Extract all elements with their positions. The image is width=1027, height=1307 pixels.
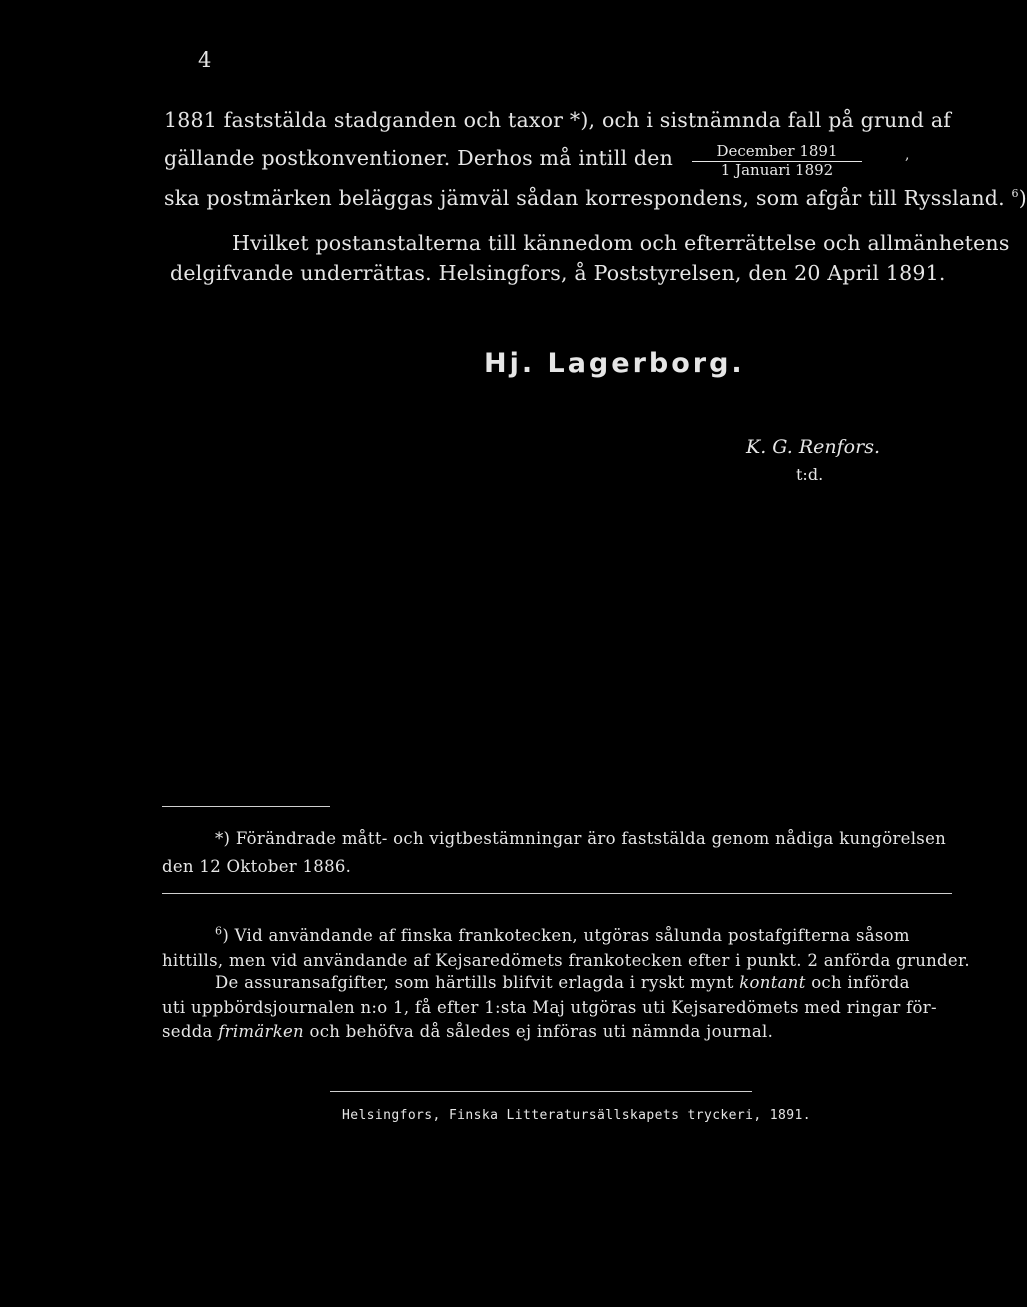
footnote-6-line-5-start: sedda — [162, 1022, 213, 1041]
footnote-separator-rule — [162, 806, 330, 807]
signature-lagerborg: Hj. Lagerborg. — [484, 348, 745, 379]
footnote-6-line-1 — [215, 926, 910, 945]
body-paragraph-2-line-2: delgifvande underrättas. Helsingfors, å Poststyrelsen, den 20 April 1891. — [170, 261, 946, 285]
date-fraction — [692, 143, 862, 179]
body-line-3: ska postmärken beläggas jämväl sådan korrespondens, som afgår till Ryssland. $^6$) — [164, 186, 1027, 210]
footnote-6-line-3 — [215, 973, 910, 992]
footnote-star-line-2: den 12 Oktober 1886. — [162, 857, 352, 876]
fraction-comma-mark: , — [905, 147, 910, 163]
body-paragraph-2-line-1: Hvilket postanstalterna till kännedom och efterrättelse och allmänhetens — [232, 231, 1010, 255]
footnote-divider-rule — [162, 893, 952, 894]
date-fraction-bottom: 1 Januari 1892 — [720, 161, 834, 179]
footnote-6-line-1-text: ) Vid användande af finska frankotecken, utgöras sålunda postafgifterna såsom — [222, 926, 910, 945]
body-line-1: 1881 faststälda stadganden och taxor *), och i sistnämnda fall på grund af — [164, 108, 952, 132]
footnote-6-line-3-end: och införda — [811, 973, 910, 992]
date-fraction-top: December 1891 — [692, 143, 862, 162]
footnote-6-line-4: uti uppbördsjournalen n:o 1, få efter 1:sta Maj utgöras uti Kejsaredömets med ringar för- — [162, 998, 937, 1017]
footnote-6-line-5-end: och behöfva då således ej införas uti nämnda journal. — [309, 1022, 774, 1041]
printer-imprint: Helsingfors, Finska Litteratursällskapets tryckeri, 1891. — [342, 1108, 811, 1123]
cosigner-role: t:d. — [796, 465, 824, 484]
footnote-6-marker: 6 — [215, 924, 223, 938]
footnote-ref-6: 6 — [1011, 187, 1019, 201]
body-line-3-text: ska postmärken beläggas jämväl sådan korrespondens, som afgår till Ryssland. — [164, 186, 1005, 210]
page-number: 4 — [198, 48, 212, 72]
footnote-6-frimarken: frimärken — [218, 1022, 304, 1041]
footnote-star-line-1: *) Förändrade mått- och vigtbestämningar äro faststälda genom nådiga kungörelsen — [215, 829, 947, 848]
footnote-6-kontant: kontant — [739, 973, 806, 992]
footnote-6-line-2: hittills, men vid användande af Kejsaredömets frankotecken efter i punkt. 2 anförda grunder. — [162, 951, 970, 970]
body-line-2: gällande postkonventioner. Derhos må intill den — [164, 146, 673, 170]
footnote-6-line-5 — [162, 1022, 773, 1041]
cosigner-name: K. G. Renfors. — [746, 436, 880, 458]
imprint-rule — [330, 1091, 752, 1092]
footnote-6-line-3-text: De assuransafgifter, som härtills blifvit erlagda i ryskt mynt — [215, 973, 734, 992]
